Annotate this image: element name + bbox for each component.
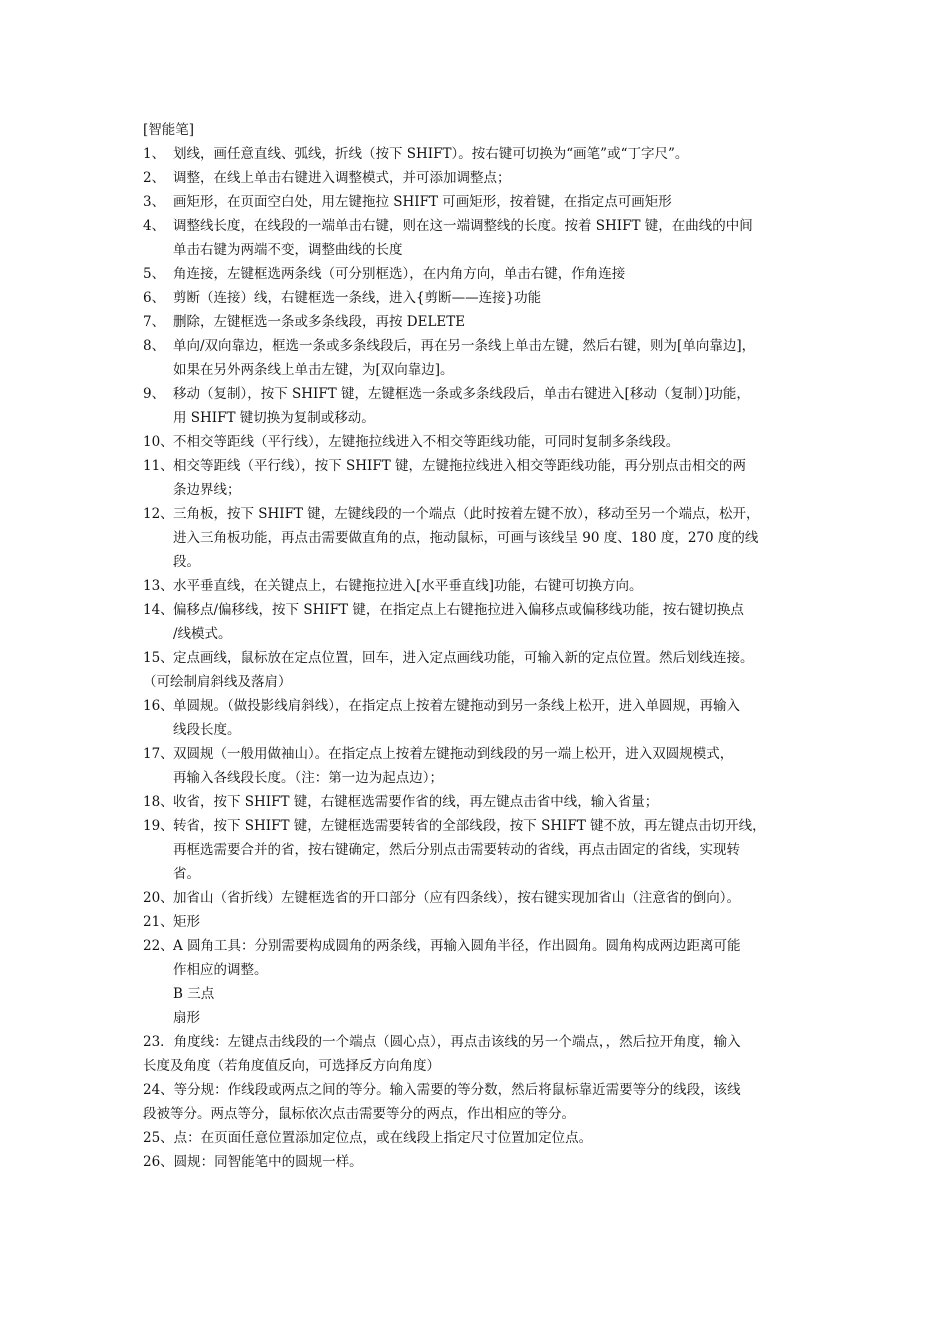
paragraph — [143, 1078, 808, 1126]
list-item — [143, 166, 808, 190]
list-item-line — [143, 910, 808, 934]
list-item-line: （可绘制肩斜线及落肩） — [143, 674, 292, 690]
list-item-line — [143, 790, 808, 814]
list-item-line — [143, 430, 808, 454]
list-item-text: 进入三角板功能，再点击需要做直角的点，拖动鼠标，可画与该线呈 90 度、180 度，270 度的线 — [173, 530, 759, 546]
list-item-number: 8、 — [143, 338, 166, 354]
list-item-text: 单圆规。（做投影线肩斜线），在指定点上按着左键拖动到另一条线上松开，进入单圆规，再输入 — [173, 698, 740, 714]
list-item-line — [143, 406, 808, 430]
list-item-text: 剪断（连接）线，右键框选一条线，进入{剪断——连接}功能 — [173, 290, 542, 306]
list-item — [143, 382, 808, 430]
list-item-line — [143, 550, 808, 574]
list-item-line — [143, 646, 808, 670]
list-item-line — [143, 574, 808, 598]
list-item-text: 转省，按下 SHIFT 键，左键框选需要转省的全部线段，按下 SHIFT 键不放，再左键点击切开线， — [173, 818, 766, 834]
list-item-number: 13、 — [143, 578, 174, 594]
list-item-line — [143, 526, 808, 550]
paragraph-line: 23．角度线：左键点击线段的一个端点（圆心点），再点击该线的另一个端点，，然后拉开角度，输入 — [143, 1034, 741, 1050]
list-item-line — [143, 454, 808, 478]
list-item — [143, 910, 808, 934]
list-item-number: 7、 — [143, 314, 166, 330]
numbered-list — [143, 142, 808, 1030]
list-item — [143, 814, 808, 886]
list-item-line — [143, 718, 808, 742]
list-item-text: 定点画线，鼠标放在定点位置，回车，进入定点画线功能，可输入新的定点位置。然后划线连接。 — [173, 650, 754, 666]
list-item — [143, 190, 808, 214]
list-item-line — [143, 334, 808, 358]
list-item — [143, 334, 808, 382]
list-item-line — [143, 766, 808, 790]
list-item-text: 用 SHIFT 键切换为复制或移动。 — [173, 410, 375, 426]
list-item-number: 4、 — [143, 218, 166, 234]
list-item-number: 9、 — [143, 386, 166, 402]
list-item-number: 11、 — [143, 458, 174, 474]
list-item-line — [143, 622, 808, 646]
paragraph — [143, 1150, 808, 1174]
list-item-line — [143, 1006, 808, 1030]
list-item-text: 段。 — [173, 554, 200, 570]
list-item-number: 22、 — [143, 938, 174, 954]
paragraph — [143, 1030, 808, 1078]
list-item-line — [143, 310, 808, 334]
list-item-text: 划线，画任意直线、弧线，折线（按下 SHIFT）。按右键可切换为“画笔”或“丁字尺”。 — [173, 146, 689, 162]
list-item — [143, 886, 808, 910]
list-item-text: 单击右键为两端不变，调整曲线的长度 — [173, 242, 403, 258]
list-item-line — [143, 214, 808, 238]
list-item-number: 21、 — [143, 914, 174, 930]
paragraph — [143, 1126, 808, 1150]
list-item-text: 如果在另外两条线上单击左键，为[双向靠边]。 — [173, 362, 454, 378]
list-item-text: /线模式。 — [173, 626, 232, 642]
list-item-number: 12、 — [143, 506, 174, 522]
list-item-text: 省。 — [173, 866, 200, 882]
list-item-number: 3、 — [143, 194, 166, 210]
list-item — [143, 790, 808, 814]
list-item — [143, 598, 808, 646]
list-item-line — [143, 958, 808, 982]
list-item-line — [143, 862, 808, 886]
list-item-text: 单向/双向靠边，框选一条或多条线段后，再在另一条线上单击左键，然后右键，则为[单向靠边]， — [173, 338, 756, 354]
list-item-text: B 三点 — [173, 986, 215, 1002]
paragraph-line: 25、点：在页面任意位置添加定位点，或在线段上指定尺寸位置加定位点。 — [143, 1130, 593, 1146]
list-item-text: 水平垂直线，在关键点上，右键拖拉进入[水平垂直线]功能，右键可切换方向。 — [173, 578, 643, 594]
list-item-line — [143, 934, 808, 958]
list-item-line — [143, 238, 808, 262]
list-item-line — [143, 286, 808, 310]
list-item-line — [143, 190, 808, 214]
list-item-text: 作相应的调整。 — [173, 962, 268, 978]
list-item-text: 调整，在线上单击右键进入调整模式，并可添加调整点； — [173, 170, 511, 186]
list-item-number: 18、 — [143, 794, 174, 810]
list-item-line — [143, 838, 808, 862]
list-item — [143, 142, 808, 166]
list-item-text: 再框选需要合并的省，按右键确定，然后分别点击需要转动的省线，再点击固定的省线，实现转 — [173, 842, 740, 858]
list-item-line — [143, 982, 808, 1006]
list-item-number: 16、 — [143, 698, 174, 714]
list-item-line — [143, 478, 808, 502]
list-item-number: 15、 — [143, 650, 174, 666]
list-item-text: 偏移点/偏移线，按下 SHIFT 键，在指定点上右键拖拉进入偏移点或偏移线功能，按右键切换点 — [173, 602, 744, 618]
list-item-number: 14、 — [143, 602, 174, 618]
list-item — [143, 310, 808, 334]
list-item-line — [143, 886, 808, 910]
list-item — [143, 262, 808, 286]
list-item-number: 20、 — [143, 890, 174, 906]
list-item-text: 线段长度。 — [173, 722, 241, 738]
list-item — [143, 430, 808, 454]
list-item-number: 6、 — [143, 290, 166, 306]
list-item-line — [143, 502, 808, 526]
list-item-number: 5、 — [143, 266, 166, 282]
list-item-text: 相交等距线（平行线），按下 SHIFT 键，左键拖拉线进入相交等距线功能，再分别点击相交的两 — [173, 458, 747, 474]
list-item — [143, 694, 808, 742]
list-item-text: 加省山（省折线）左键框选省的开口部分（应有四条线），按右键实现加省山（注意省的倒向）。 — [173, 890, 740, 906]
list-item — [143, 742, 808, 790]
list-item-line — [143, 382, 808, 406]
list-item-text: A 圆角工具：分别需要构成圆角的两条线，再输入圆角半径，作出圆角。圆角构成两边距离可能 — [173, 938, 741, 954]
list-item — [143, 502, 808, 574]
list-item — [143, 934, 808, 1030]
list-item-line — [143, 598, 808, 622]
list-item-line — [143, 358, 808, 382]
list-item-number: 19、 — [143, 818, 174, 834]
list-item-number: 10、 — [143, 434, 174, 450]
paragraph-line: 段被等分。两点等分，鼠标依次点击需要等分的两点，作出相应的等分。 — [143, 1106, 575, 1122]
section-heading: [智能笔] — [143, 122, 195, 138]
list-item — [143, 286, 808, 310]
list-item-text: 不相交等距线（平行线），左键拖拉线进入不相交等距线功能，可同时复制多条线段。 — [173, 434, 680, 450]
plain-list — [143, 1030, 808, 1174]
list-item-line — [143, 742, 808, 766]
list-item-text: 删除，左键框选一条或多条线段，再按 DELETE — [173, 314, 466, 330]
list-item-text: 条边界线； — [173, 482, 241, 498]
document-body — [143, 118, 808, 1174]
list-item-number: 17、 — [143, 746, 174, 762]
list-item-line — [143, 694, 808, 718]
list-item-text: 画矩形，在页面空白处，用左键拖拉 SHIFT 可画矩形，按着键，在指定点可画矩形 — [173, 194, 672, 210]
list-item-text: 扇形 — [173, 1010, 200, 1026]
list-item-line — [143, 166, 808, 190]
list-item-line — [143, 262, 808, 286]
list-item-line — [143, 142, 808, 166]
list-item-line — [143, 814, 808, 838]
paragraph-line: 26、圆规：同智能笔中的圆规一样。 — [143, 1154, 363, 1170]
list-item-text: 再输入各线段长度。（注：第一边为起点边）； — [173, 770, 443, 786]
list-item-text: 矩形 — [173, 914, 200, 930]
list-item-text: 移动（复制），按下 SHIFT 键，左键框选一条或多条线段后，单击右键进入[移动（复制）]功能， — [173, 386, 750, 402]
list-item — [143, 574, 808, 598]
paragraph-line: 长度及角度（若角度值反向，可选择反方向角度） — [143, 1058, 440, 1074]
list-item-number: 2、 — [143, 170, 166, 186]
list-item — [143, 646, 808, 694]
list-item-number: 1、 — [143, 146, 166, 162]
list-item-text: 角连接，左键框选两条线（可分别框选），在内角方向，单击右键，作角连接 — [173, 266, 626, 282]
list-item — [143, 214, 808, 262]
list-item-text: 调整线长度，在线段的一端单击右键，则在这一端调整线的长度。按着 SHIFT 键，在曲线的中间 — [173, 218, 753, 234]
list-item-text: 收省，按下 SHIFT 键，右键框选需要作省的线，再左键点击省中线，输入省量； — [173, 794, 659, 810]
list-item — [143, 454, 808, 502]
list-item-text: 三角板，按下 SHIFT 键，左键线段的一个端点（此时按着左键不放），移动至另一个端点，松开， — [173, 506, 760, 522]
list-item-text: 双圆规（一般用做袖山）。在指定点上按着左键拖动到线段的另一端上松开，进入双圆规模式， — [173, 746, 734, 762]
paragraph-line: 24、等分规：作线段或两点之间的等分。输入需要的等分数，然后将鼠标靠近需要等分的线段，该线 — [143, 1082, 741, 1098]
